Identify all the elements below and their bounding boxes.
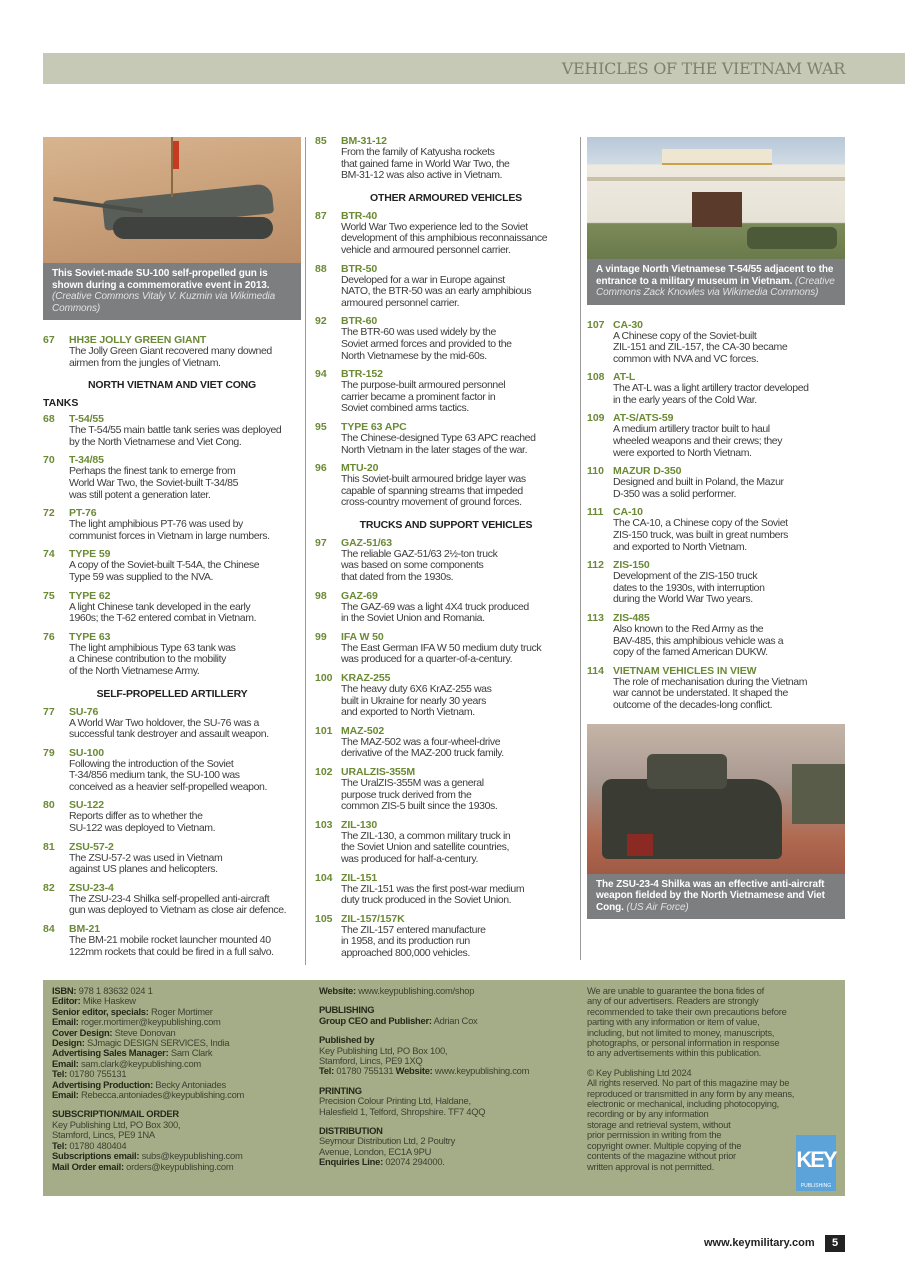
entry-title: CA-10	[613, 506, 643, 519]
section-heading: TRUCKS AND SUPPORT VEHICLES	[359, 518, 533, 531]
imprint-value: © Key Publishing Ltd 2024	[587, 1066, 692, 1078]
page-ref: 72	[43, 507, 55, 520]
contents-entry[interactable]	[43, 923, 301, 958]
page-ref: 70	[43, 454, 55, 467]
entry-description: Reports differ as to whether the SU-122 was deployed to Vietnam.	[69, 810, 216, 835]
entry-title: SU-100	[69, 746, 105, 759]
imprint-label: Tel:	[52, 1068, 67, 1080]
photo-caption	[587, 259, 845, 305]
imprint-label: Published by	[319, 1034, 375, 1046]
entry-title: ZIL-130	[341, 818, 378, 831]
entry-description: A copy of the Soviet-built T-54A, the Chinese Type 59 was supplied to the NVA.	[69, 559, 260, 583]
page-ref: 75	[43, 589, 55, 602]
imprint-label: Group CEO and Publisher:	[319, 1014, 432, 1026]
imprint-value: Adrian Cox	[431, 1014, 478, 1026]
imprint-label: Enquiries Line:	[319, 1156, 383, 1168]
logo-subtext: PUBLISHING	[800, 1183, 832, 1189]
page-ref: 74	[43, 548, 55, 561]
contents-entry[interactable]	[43, 590, 301, 625]
imprint-value: Steve Donovan	[112, 1026, 176, 1038]
imprint-value: written approval is not permitted.	[587, 1160, 714, 1172]
contents-entry[interactable]	[43, 747, 301, 794]
imprint-value: including, but not limited to money, manuscripts,	[587, 1026, 775, 1038]
contents-entry[interactable]	[315, 725, 577, 760]
contents-entry[interactable]	[587, 506, 845, 553]
imprint-value: Stamford, Lincs, PE9 1NA	[52, 1129, 155, 1141]
imprint-column-publishing	[319, 986, 529, 1168]
imprint-label: Tel:	[52, 1139, 67, 1151]
entry-description: Development of the ZIS-150 truck dates to the 1930s, with interruption during the World War Two years.	[613, 570, 765, 606]
entry-title: TYPE 59	[69, 548, 111, 561]
entry-title: BTR-152	[341, 368, 383, 381]
caption-credit: (Creative Commons Vitaly V. Kuzmin via Wikimedia Commons)	[52, 291, 276, 314]
imprint-label: Mail Order email:	[52, 1160, 124, 1172]
key-publishing-logo	[796, 1135, 836, 1191]
entry-title: VIETNAM VEHICLES IN VIEW	[613, 664, 757, 677]
imprint-line	[319, 1157, 529, 1167]
page-ref: 110	[587, 465, 604, 478]
imprint-value: copyright owner. Multiple copying of the	[587, 1139, 742, 1151]
entry-description: A Chinese copy of the Soviet-built ZIL-151 and ZIL-157, the CA-30 became common with NVA and VC forces.	[613, 329, 788, 365]
contents-entry[interactable]	[315, 263, 577, 310]
page-ref: 97	[315, 536, 327, 549]
page-ref: 85	[315, 135, 327, 147]
imprint-value: All rights reserved. No part of this magazine may be	[587, 1077, 790, 1089]
entry-description: A light Chinese tank developed in the early 1960s; the T-62 entered combat in Vietnam.	[69, 600, 257, 625]
page-ref: 94	[315, 368, 327, 381]
entry-title: TYPE 63	[69, 630, 111, 643]
contents-entry[interactable]	[587, 559, 845, 606]
entry-description: The light amphibious Type 63 tank was a Chinese contribution to the mobility of the North Vietnamese Army.	[69, 641, 236, 677]
caption-text: A vintage North Vietnamese T-54/55 adjacent to the entrance to a military museum in Vietnam.	[596, 264, 834, 287]
column-divider	[305, 137, 306, 965]
entry-title: T-34/85	[69, 454, 104, 467]
contents-entry[interactable]	[587, 319, 845, 366]
imprint-column-legal	[587, 986, 794, 1172]
photo-figure	[587, 137, 845, 305]
entry-description: The AT-L was a light artillery tractor developed in the early years of the Cold War.	[613, 382, 809, 406]
entry-description: The CA-10, a Chinese copy of the Soviet ZIS-150 truck, was built in great numbers and exported to North Vietnam.	[613, 517, 789, 553]
imprint-value: reproduced or transmitted in any form by any means,	[587, 1087, 795, 1099]
page-ref: 82	[43, 881, 55, 894]
imprint-line	[319, 986, 529, 996]
imprint-label: SUBSCRIPTION/MAIL ORDER	[52, 1108, 179, 1120]
contents-entry[interactable]	[587, 465, 845, 500]
entry-description: Also known to the Red Army as the BAV-485, this amphibious vehicle was a copy of the famed American DUKW.	[613, 623, 784, 659]
entry-title: ZSU-23-4	[69, 881, 114, 894]
entry-title: BTR-60	[341, 315, 378, 328]
caption-text: This Soviet-made SU-100 self-propelled gun is shown during a commemorative event in 2013.	[52, 268, 270, 291]
entry-description: The East German IFA W 50 medium duty truck was produced for a quarter-of-a-century.	[341, 641, 542, 666]
page-ref: 111	[587, 506, 604, 519]
contents-entry[interactable]	[43, 841, 301, 876]
imprint-label: PUBLISHING	[319, 1004, 375, 1016]
section-heading: NORTH VIETNAM AND VIET CONG	[87, 379, 257, 392]
contents-entry[interactable]	[315, 872, 577, 907]
page-ref: 99	[315, 630, 327, 643]
entry-title: SU-76	[69, 705, 99, 718]
entry-description: Perhaps the finest tank to emerge from World War Two, the Soviet-built T-34/85 was still potent a generation later.	[69, 465, 239, 501]
contents-entry[interactable]	[315, 421, 577, 456]
contents-column-2	[315, 135, 577, 966]
entry-description: Designed and built in Poland, the Mazur D-350 was a solid performer.	[613, 476, 784, 500]
contents-entry[interactable]	[587, 371, 845, 406]
imprint-value: photographs, or personal information in response	[587, 1037, 780, 1049]
running-header	[43, 53, 905, 84]
contents-entry[interactable]	[315, 135, 577, 182]
entry-title: AT-S/ATS-59	[613, 412, 674, 425]
page-ref: 84	[43, 923, 55, 936]
entry-title: GAZ-69	[341, 589, 378, 602]
imprint-value: recording or by any information	[587, 1108, 709, 1120]
contents-entry[interactable]	[315, 590, 577, 625]
entry-description: World War Two experience led to the Soviet development of this amphibious reconnaissance vehicle and armoured personnel carrier.	[341, 220, 548, 256]
caption-credit: (US Air Force)	[626, 901, 689, 913]
imprint-box	[43, 980, 845, 1196]
contents-entry[interactable]	[315, 913, 577, 960]
photo-museum	[587, 137, 845, 259]
section-title: VEHICLES OF THE VIETNAM WAR	[561, 59, 845, 78]
entry-title: ZIS-150	[613, 559, 650, 572]
photo-caption	[43, 263, 301, 320]
imprint-line	[587, 1048, 794, 1058]
entry-title: SU-122	[69, 799, 105, 812]
entry-description: The MAZ-502 was a four-wheel-drive derivative of the MAZ-200 truck family.	[341, 735, 504, 760]
imprint-value: any of our advertisers. Readers are strongly	[587, 995, 759, 1007]
entry-description: The Jolly Green Giant recovered many downed airmen from the jungles of Vietnam.	[69, 345, 272, 369]
entry-description: A medium artillery tractor built to haul wheeled weapons and their crews; they were exported to North Vietnam.	[613, 423, 783, 459]
page-ref: 108	[587, 371, 605, 384]
imprint-value: Key Publishing Ltd, PO Box 100,	[319, 1044, 448, 1056]
contents-entry[interactable]	[587, 665, 845, 712]
contents-entry[interactable]	[315, 672, 577, 719]
entry-description: The ZIL-151 was the first post-war medium duty truck produced in the Soviet Union.	[341, 882, 525, 907]
logo-text: KEY	[796, 1147, 836, 1172]
contents-entry[interactable]	[43, 413, 301, 448]
caption-credit: (Creative Commons Zack Knowles via Wikimedia Commons)	[596, 275, 835, 298]
entry-title: HH3E JOLLY GREEN GIANT	[69, 334, 207, 346]
imprint-value: www.keypublishing.com/shop	[355, 985, 475, 996]
entry-title: IFA W 50	[341, 630, 384, 643]
imprint-label: Senior editor, specials:	[52, 1005, 149, 1017]
imprint-value: subs@keypublishing.com	[139, 1150, 243, 1162]
imprint-value: storage and retrieval system, without	[587, 1118, 731, 1130]
contents-entry[interactable]	[43, 631, 301, 678]
page-ref: 101	[315, 724, 333, 737]
page-ref: 113	[587, 612, 604, 624]
contents-column-1	[43, 137, 301, 964]
entry-title: CA-30	[613, 318, 643, 331]
contents-entry[interactable]	[315, 766, 577, 813]
entry-title: KRAZ-255	[341, 672, 391, 685]
imprint-value: 01780 480404	[66, 1139, 127, 1151]
page-ref: 79	[43, 746, 55, 759]
imprint-label: Editor:	[52, 995, 81, 1007]
entry-description: The reliable GAZ-51/63 2½-ton truck was based on some components that dated from the 1930s.	[341, 547, 498, 584]
imprint-value: Stamford, Lincs, PE9 1XQ	[319, 1055, 423, 1067]
imprint-value: electronic or mechanical, including photocopying,	[587, 1098, 780, 1110]
contents-entry[interactable]	[315, 819, 577, 866]
contents-entry[interactable]	[43, 706, 301, 741]
imprint-value: to any advertisements within this publication.	[587, 1047, 762, 1059]
entry-description: The BTR-60 was used widely by the Soviet armed forces and provided to the North Vietnamese by the mid-60s.	[341, 326, 512, 362]
imprint-line	[52, 1090, 244, 1100]
contents-column-3	[587, 137, 845, 933]
imprint-label: ISBN:	[52, 985, 77, 996]
page-ref: 81	[43, 840, 55, 853]
photo-su100	[43, 137, 301, 263]
page-ref: 109	[587, 412, 605, 425]
page-ref: 103	[315, 818, 333, 831]
imprint-label: Email:	[52, 1089, 79, 1101]
entry-title: URALZIS-355M	[341, 766, 416, 778]
entry-description: The ZSU-57-2 was used in Vietnam against US planes and helicopters.	[69, 851, 223, 876]
page-ref: 100	[315, 672, 333, 685]
page-ref: 92	[315, 315, 327, 328]
entry-description: From the family of Katyusha rockets that gained fame in World War Two, the BM-31-12 was also active in Vietnam.	[341, 146, 510, 182]
imprint-label: Advertising Sales Manager:	[52, 1047, 169, 1059]
imprint-line	[319, 1016, 529, 1026]
imprint-label: Cover Design:	[52, 1026, 113, 1038]
entry-description: The heavy duty 6X6 KrAZ-255 was built in Ukraine for nearly 30 years and exported to North Vietnam.	[341, 683, 492, 719]
imprint-value: SJmagic DESIGN SERVICES, India	[84, 1037, 230, 1049]
page-ref: 77	[43, 705, 55, 718]
contents-entry[interactable]	[315, 631, 577, 666]
entry-description: This Soviet-built armoured bridge layer was capable of spanning streams that impeded cross-country movement of ground forces.	[341, 473, 526, 509]
page-ref: 87	[315, 209, 327, 222]
entry-title: TYPE 62	[69, 589, 111, 602]
page-ref: 104	[315, 871, 333, 884]
entry-title: BTR-50	[341, 262, 378, 275]
imprint-value: Key Publishing Ltd, PO Box 300,	[52, 1118, 181, 1130]
page-ref: 112	[587, 559, 604, 572]
imprint-value: 978 1 83632 024 1	[76, 985, 153, 996]
page-ref: 88	[315, 262, 327, 275]
entry-title: BM-31-12	[341, 135, 387, 147]
contents-entry[interactable]	[43, 799, 301, 834]
page-ref: 107	[587, 318, 605, 331]
imprint-value: Roger Mortimer	[148, 1005, 213, 1017]
photo-figure	[587, 724, 845, 920]
page-ref: 80	[43, 799, 55, 812]
entry-title: PT-76	[69, 507, 97, 520]
page-ref: 96	[315, 462, 327, 475]
imprint-value: 02074 294000.	[382, 1156, 445, 1168]
entry-title: TYPE 63 APC	[341, 420, 407, 433]
contents-entry[interactable]	[315, 368, 577, 415]
page-ref: 98	[315, 589, 327, 602]
page-ref: 105	[315, 912, 333, 925]
imprint-line	[319, 1066, 529, 1076]
imprint-value: Sam Clark	[168, 1047, 213, 1059]
imprint-value: roger.mortimer@keypublishing.com	[78, 1016, 221, 1028]
imprint-label: Design:	[52, 1037, 85, 1049]
entry-title: ZIL-151	[341, 871, 378, 884]
imprint-value: Mike Haskew	[80, 995, 136, 1007]
imprint-value: recommended to take their own precautions before	[587, 1005, 787, 1017]
entry-title: AT-L	[613, 371, 636, 384]
entry-title: ZIL-157/157K	[341, 912, 405, 925]
imprint-label: Website:	[395, 1065, 433, 1077]
entry-title: MAZUR D-350	[613, 465, 682, 478]
photo-shilka	[587, 724, 845, 874]
entry-title: GAZ-51/63	[341, 536, 393, 549]
entry-description: The role of mechanisation during the Vietnam war cannot be understated. It shaped the outcome of the decades-long conflict.	[613, 675, 808, 711]
imprint-value: We are unable to guarantee the bona fides of	[587, 985, 764, 996]
section-heading: SELF-PROPELLED ARTILLERY	[96, 687, 248, 700]
contents-entry[interactable]	[587, 612, 845, 659]
entry-description: Following the introduction of the Soviet T-34/856 medium tank, the SU-100 was conceived as a heavier self-propelled weapon.	[69, 757, 267, 793]
imprint-value: parting with any information or item of value,	[587, 1016, 760, 1028]
contents-entry[interactable]	[43, 454, 301, 501]
imprint-value: Rebecca.antoniades@keypublishing.com	[78, 1089, 245, 1101]
entry-description: The T-54/55 main battle tank series was deployed by the North Vietnamese and Viet Cong.	[69, 424, 282, 448]
imprint-label: PRINTING	[319, 1084, 362, 1096]
entry-title: MAZ-502	[341, 724, 385, 737]
imprint-value: Seymour Distribution Ltd, 2 Poultry	[319, 1135, 456, 1147]
imprint-label: DISTRIBUTION	[319, 1125, 383, 1137]
imprint-value: 01780 755131	[66, 1068, 127, 1080]
page-ref: 76	[43, 630, 55, 643]
page-ref: 95	[315, 420, 327, 433]
page-ref: 68	[43, 413, 55, 426]
entry-description: Developed for a war in Europe against NATO, the BTR-50 was an early amphibious armoured personnel carrier.	[341, 273, 532, 309]
contents-entry[interactable]	[315, 315, 577, 362]
entry-description: The ZSU-23-4 Shilka self-propelled anti-aircraft gun was deployed to Vietnam as close air defence.	[69, 892, 287, 917]
page-ref: 114	[587, 664, 604, 677]
imprint-label: Website:	[319, 985, 356, 996]
caption-text: The ZSU-23-4 Shilka was an effective anti-aircraft weapon fielded by the North Vietnamese and Viet Cong.	[596, 878, 825, 913]
entry-title: BTR-40	[341, 209, 378, 222]
entry-title: T-54/55	[69, 413, 104, 426]
imprint-label: Advertising Production:	[52, 1078, 154, 1090]
entry-description: The GAZ-69 was a light 4X4 truck produced in the Soviet Union and Romania.	[341, 600, 529, 625]
column-divider	[580, 137, 581, 960]
imprint-value: Halesfield 1, Telford, Shropshire. TF7 4QQ	[319, 1105, 486, 1117]
contents-entry[interactable]	[43, 882, 301, 917]
imprint-label: Email:	[52, 1057, 79, 1069]
imprint-line	[319, 1107, 529, 1117]
imprint-value: orders@keypublishing.com	[123, 1160, 234, 1172]
website-link[interactable]: www.keymilitary.com	[704, 1237, 815, 1249]
page-ref: 102	[315, 766, 333, 778]
imprint-value: 01780 755131	[333, 1065, 396, 1077]
imprint-value: Becky Antoniades	[153, 1078, 226, 1090]
entry-description: The Chinese-designed Type 63 APC reached North Vietnam in the later stages of the war.	[341, 431, 536, 456]
contents-entry[interactable]	[43, 548, 301, 583]
entry-title: MTU-20	[341, 462, 379, 475]
entry-description: The ZIL-130, a common military truck in the Soviet Union and satellite countries, was produced for half-a-century.	[341, 829, 511, 865]
entry-description: The ZIL-157 entered manufacture in 1958, and its production run approached 800,000 vehicles.	[341, 923, 486, 959]
section-heading: OTHER ARMOURED VEHICLES	[370, 191, 522, 204]
photo-caption	[587, 874, 845, 920]
entry-description: The BM-21 mobile rocket launcher mounted 40 122mm rockets that could be fired in a full salvo.	[69, 934, 274, 958]
imprint-line	[52, 1162, 244, 1172]
imprint-value: contents of the magazine without prior	[587, 1150, 736, 1162]
imprint-column-staff	[52, 986, 244, 1172]
imprint-label: Tel:	[319, 1065, 334, 1077]
imprint-label: Email:	[52, 1016, 79, 1028]
contents-entry[interactable]	[315, 210, 577, 257]
imprint-value: sam.clark@keypublishing.com	[78, 1057, 201, 1069]
entry-title: ZIS-485	[613, 612, 650, 624]
imprint-value: Avenue, London, EC1A 9PU	[319, 1145, 432, 1157]
contents-entry[interactable]	[315, 537, 577, 584]
imprint-line	[587, 1162, 794, 1172]
entry-description: The UralZIS-355M was a general purpose truck derived from the common ZIS-5 built since the 1930s.	[341, 777, 498, 813]
page-number: 5	[825, 1235, 845, 1252]
contents-entry[interactable]	[43, 507, 301, 542]
entry-description: The light amphibious PT-76 was used by communist forces in Vietnam in large numbers.	[69, 518, 270, 542]
contents-entry[interactable]	[315, 462, 577, 509]
contents-entry[interactable]	[43, 334, 301, 369]
subsection-heading: TANKS	[43, 397, 79, 410]
entry-description: A World War Two holdover, the SU-76 was a successful tank destroyer and assault weapon.	[69, 716, 269, 741]
imprint-value: prior permission in writing from the	[587, 1129, 722, 1141]
entry-title: ZSU-57-2	[69, 840, 114, 853]
imprint-value: Precision Colour Printing Ltd, Haldane,	[319, 1095, 471, 1107]
entry-description: The purpose-built armoured personnel carrier became a prominent factor in Soviet combined arms tactics.	[341, 379, 506, 415]
contents-entry[interactable]	[587, 412, 845, 459]
photo-figure	[43, 137, 301, 320]
page-ref: 67	[43, 334, 55, 346]
imprint-value: www.keypublishing.com	[432, 1065, 530, 1077]
imprint-label: Subscriptions email:	[52, 1150, 140, 1162]
entry-title: BM-21	[69, 923, 101, 936]
